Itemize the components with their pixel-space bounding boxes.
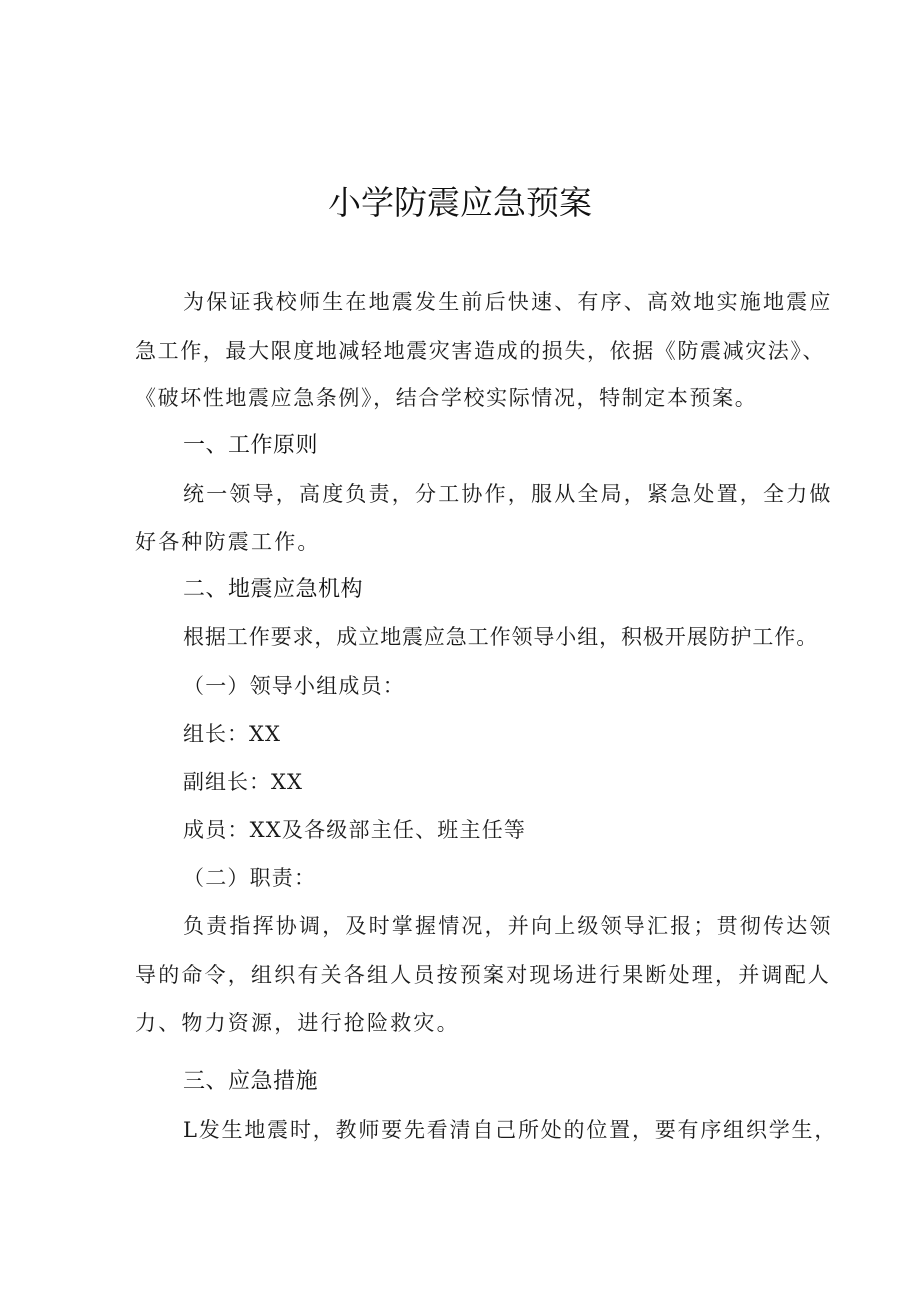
duties-heading: （二）职责： [183,866,317,890]
intro-line-1: 为保证我校师生在地震发生前后快速、有序、高效地实施地震应 [183,290,833,314]
intro-line-3: 《破坏性地震应急条例》，结合学校实际情况，特制定本预案。 [135,386,758,410]
section-heading-organization: 二、地震应急机构 [183,577,364,602]
principles-line-1: 统一领导，高度负责，分工协作，服从全局，紧急处置，全力做 [183,482,833,506]
principles-line-2: 好各种防震工作。 [135,530,321,554]
duties-line-2: 导的命令，组织有关各组人员按预案对现场进行果断处理，并调配人 [135,963,831,987]
section-heading-principles: 一、工作原则 [183,433,319,458]
organization-intro: 根据工作要求，成立地震应急工作领导小组，积极开展防护工作。 [183,625,819,649]
duties-line-1: 负责指挥协调，及时掌握情况，并向上级领导汇报；贯彻传达领 [183,914,833,938]
measures-line-1: L发生地震时，教师要先看清自己所处的位置，要有序组织学生， [183,1118,838,1142]
members-line: 成员：XX及各级部主任、班主任等 [183,818,527,842]
duties-line-3: 力、物力资源，进行抢险救灾。 [135,1011,460,1035]
section-heading-measures: 三、应急措施 [183,1069,319,1094]
leader-line: 组长：XX [183,722,281,746]
document-title: 小学防震应急预案 [328,183,592,222]
intro-line-2: 急工作，最大限度地减轻地震灾害造成的损失，依据《防震减灾法》、 [135,339,826,363]
deputy-leader-line: 副组长：XX [183,770,303,794]
leadership-members-heading: （一）领导小组成员： [183,674,405,698]
